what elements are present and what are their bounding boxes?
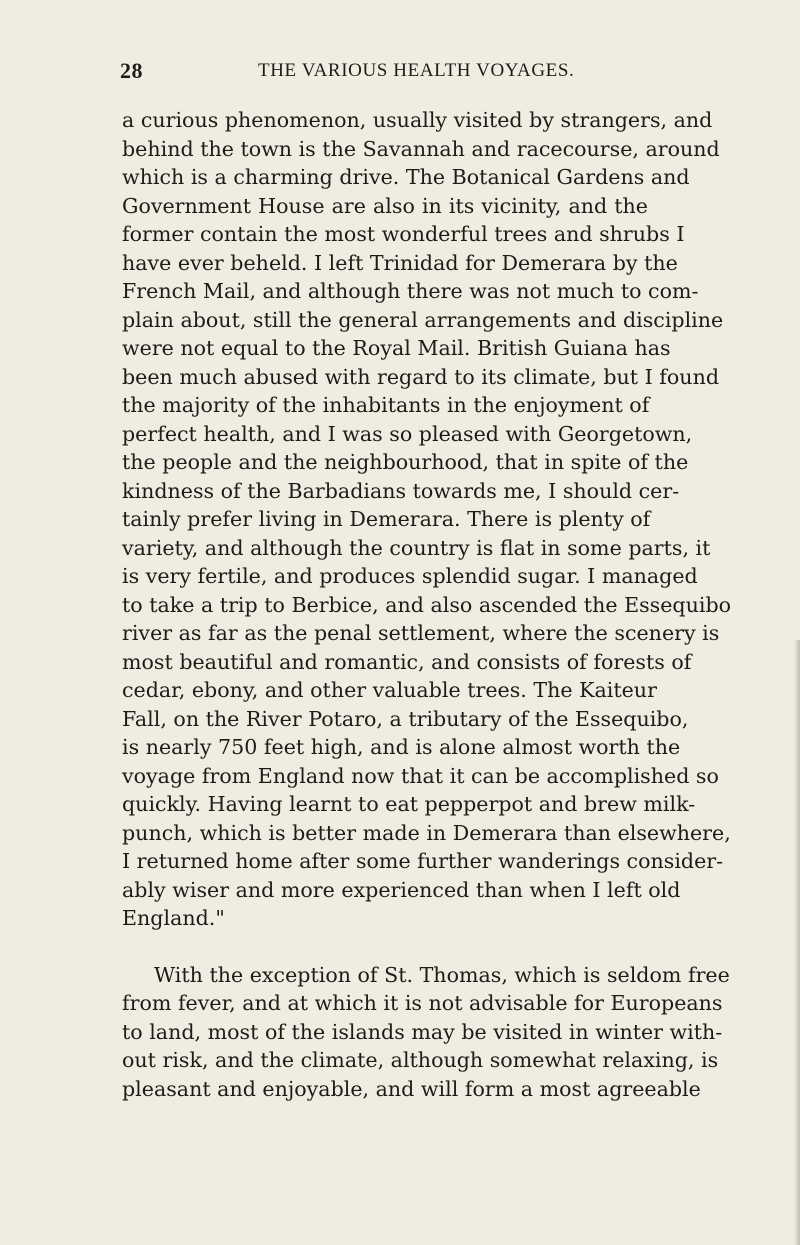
text-line: to land, most of the islands may be visited in winter with- [122,1019,723,1044]
text-line: is nearly 750 feet high, and is alone almost worth the [122,735,681,759]
text-line: plain about, still the general arrangements and discipline [122,307,724,332]
text-line: to take a trip to Berbice, and also ascended the Essequibo [122,592,732,617]
text-line: from fever, and at which it is not advisable for Europeans [122,991,723,1015]
page-number: 28 [120,58,143,83]
text-line: the majority of the inhabitants in the enjoyment of [122,393,650,417]
text-line: cedar, ebony, and other valuable trees. The Kaiteur [122,678,657,702]
text-line: behind the town is the Savannah and racecourse, around [122,136,720,161]
text-line: England." [122,906,225,930]
text-line: kindness of the Barbadians towards me, I should cer- [122,478,680,503]
text-line: punch, which is better made in Demerara than elsewhere, [122,820,731,845]
text-line: is very fertile, and produces splendid sugar. I managed [122,564,698,588]
text-line: perfect health, and I was so pleased with Georgetown, [122,421,693,446]
text-line: variety, and although the country is flat in some parts, it [122,535,711,560]
paragraph-gap [122,933,648,961]
page-edge-shadow [794,640,800,1245]
text-line: French Mail, and although there was not much to com- [122,279,699,303]
text-line: were not equal to the Royal Mail. British Guiana has [122,336,671,360]
text-line: former contain the most wonderful trees and shrubs I [122,222,685,246]
text-line: which is a charming drive. The Botanical Gardens and [122,165,690,189]
text-line: river as far as the penal settlement, where the scenery is [122,621,720,645]
text-line: a curious phenomenon, usually visited by strangers, and [122,108,713,132]
text-line: pleasant and enjoyable, and will form a most agreeable [122,1076,701,1101]
text-line: the people and the neighbourhood, that in spite of the [122,450,689,474]
text-line: Government House are also in its vicinity, and the [122,193,648,218]
text-line: Fall, on the River Potaro, a tributary of the Essequibo, [122,706,689,731]
text-line: I returned home after some further wanderings consider- [122,849,724,873]
text-line: ably wiser and more experienced than when I left old [122,877,681,902]
text-line: voyage from England now that it can be accomplished so [122,763,719,788]
text-line: out risk, and the climate, although somewhat relaxing, is [122,1048,719,1072]
body-text [122,106,732,1103]
running-head: THE VARIOUS HEALTH VOYAGES. [258,60,575,81]
text-line: tainly prefer living in Demerara. There is plenty of [122,507,651,531]
paragraph-2 [122,961,730,1104]
text-line: most beautiful and romantic, and consists of forests of [122,649,692,674]
paragraph-1 [122,106,732,933]
text-line: been much abused with regard to its climate, but I found [122,364,720,389]
page-header [120,58,645,86]
text-line: quickly. Having learnt to eat pepperpot and brew milk- [122,792,696,816]
text-line: With the exception of St. Thomas, which is seldom free [154,962,730,987]
text-line: have ever beheld. I left Trinidad for Demerara by the [122,250,678,275]
